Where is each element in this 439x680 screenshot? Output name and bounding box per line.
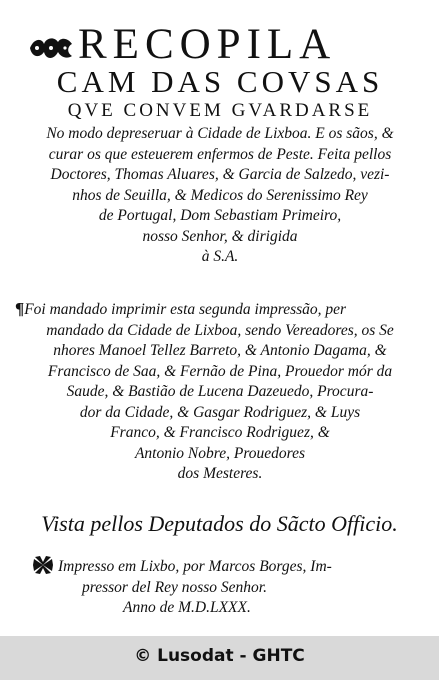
- notice-line: Antonio Nobre, Prouedores: [134, 444, 306, 462]
- notice-line: dor da Cidade, & Gasgar Rodriguez, & Luys: [79, 403, 361, 421]
- pilcrow-icon: ¶: [15, 299, 25, 318]
- copyright-footer: [0, 636, 439, 680]
- notice-paragraph: [15, 299, 425, 485]
- description-line: nhos de Seuilla, & Medicos do Serenissimo Rey: [72, 186, 368, 204]
- notice-line: dos Mesteres.: [177, 465, 263, 482]
- title-row: [28, 20, 428, 70]
- imprint-line-2: pressor del Rey nosso Senhor.: [82, 578, 267, 596]
- description-line: curar os que esteuerem enfermos de Peste. Feita pellos: [48, 145, 392, 163]
- notice-line: Francisco de Saa, & Fernão de Pina, Prouedor mór da: [47, 362, 393, 380]
- notice-line-first: [15, 299, 425, 321]
- notice-line: Saude, & Bastião de Lucena Dazeuedo, Procura-: [66, 383, 374, 400]
- imprint-line-1-row: [30, 555, 425, 578]
- imprint-line-3: Anno de M.D.LXXX.: [123, 599, 251, 616]
- imprint-block: [30, 555, 425, 619]
- imprint-line-1: Impresso em Lixbo, por Marcos Borges, Im-: [58, 558, 332, 575]
- fleuron-icon: [28, 34, 74, 62]
- description-paragraph: [15, 124, 425, 268]
- description-line: de Portugal, Dom Sebastiam Primeiro,: [98, 207, 342, 224]
- title-line-3: QVE CONVEM GVARDARSE: [67, 100, 373, 121]
- maltese-cross-icon: [32, 555, 54, 575]
- description-line: à S.A.: [201, 248, 239, 265]
- description-line: No modo depreseruar à Cidade de Lixboa. E os sãos, &: [46, 125, 394, 142]
- description-line: nosso Senhor, & dirigida: [142, 227, 298, 245]
- title-line-2: CAM DAS COVSAS: [56, 64, 384, 99]
- description-line: Doctores, Thomas Aluares, & Garcia de Salzedo, vezi-: [50, 166, 390, 183]
- approval-line: Vista pellos Deputados do Sãcto Officio.: [41, 511, 398, 536]
- notice-line: Foi mandado imprimir esta segunda impressão, per: [24, 301, 347, 318]
- notice-line: nhores Manoel Tellez Barreto, & Antonio Dagama, &: [53, 342, 387, 359]
- title-line-1: RECOPILA: [78, 21, 337, 68]
- copyright-text: © Lusodat - GHTC: [134, 646, 305, 666]
- notice-line: Franco, & Francisco Rodriguez, &: [110, 424, 330, 441]
- notice-line: mandado da Cidade de Lixboa, sendo Vereadores, os Se: [46, 321, 394, 339]
